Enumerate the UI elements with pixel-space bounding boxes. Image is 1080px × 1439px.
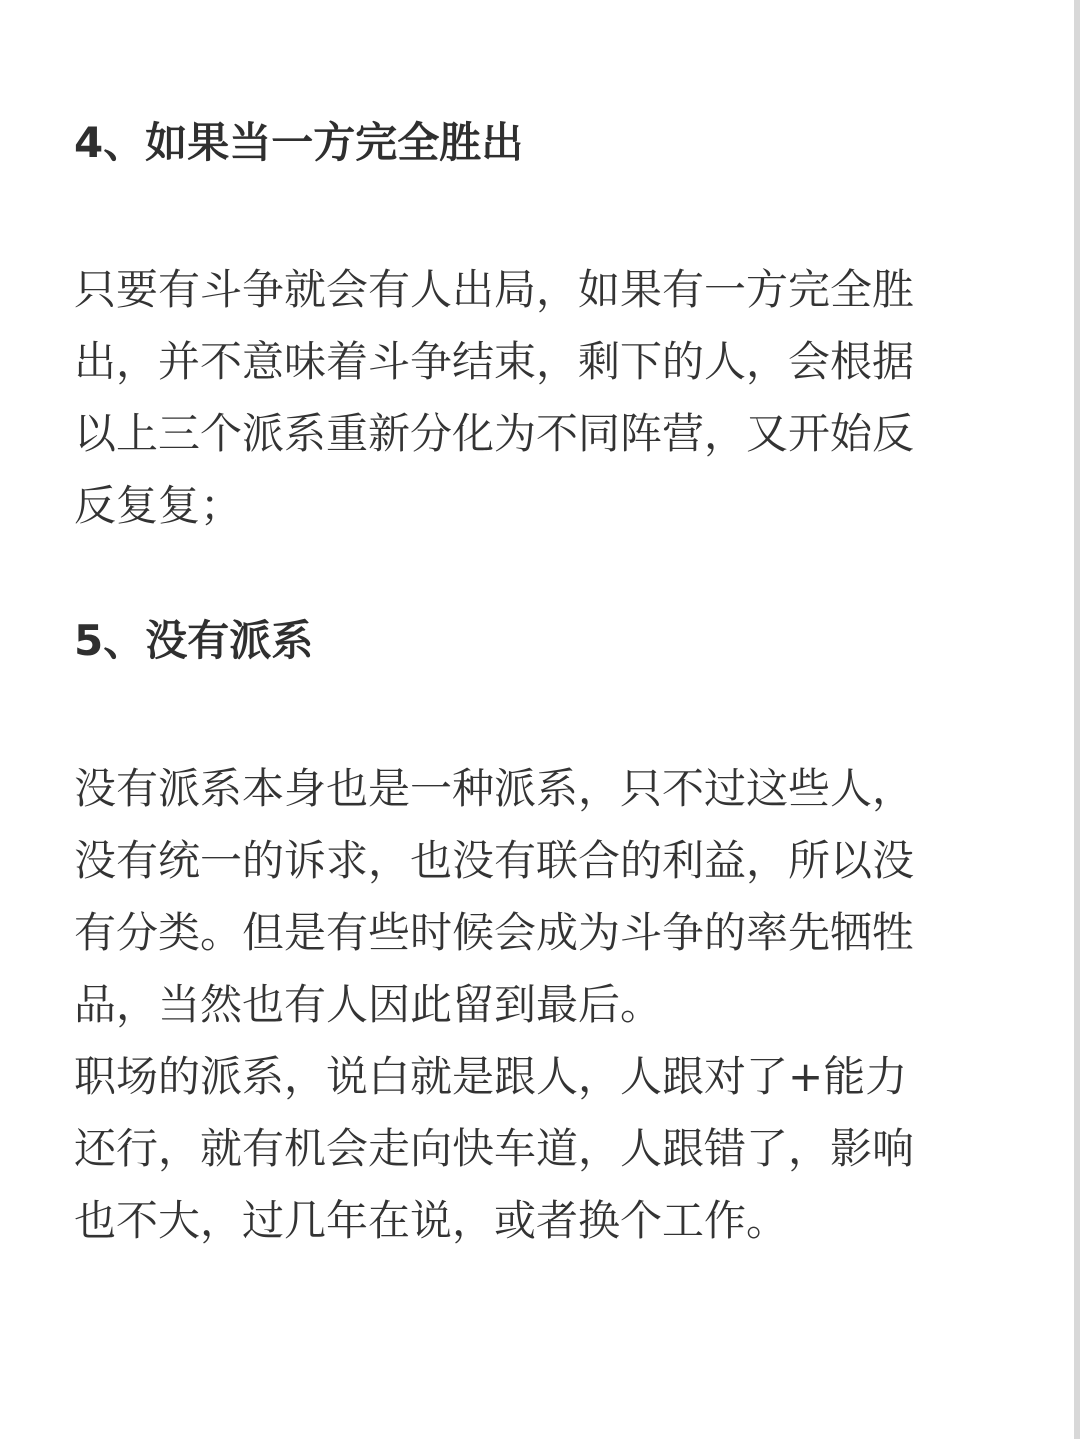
paragraph-line: 还行，就有机会走向快车道，人跟错了，影响 (74, 1124, 915, 1173)
paragraph-line: 没有统一的诉求，也没有联合的利益，所以没 (74, 836, 915, 885)
paragraph-line: 反复复； (74, 481, 243, 530)
section-4-paragraph (74, 254, 1004, 542)
paragraph-line: 也不大，过几年在说，或者换个工作。 (74, 1196, 789, 1245)
paragraph-line: 只要有斗争就会有人出局，如果有一方完全胜 (74, 265, 915, 314)
paragraph-line: 职场的派系，说白就是跟人，人跟对了+能力 (74, 1052, 908, 1101)
paragraph-line: 没有派系本身也是一种派系，只不过这些人， (74, 764, 915, 813)
paragraph-line: 有分类。但是有些时候会成为斗争的率先牺牲 (74, 908, 915, 957)
section-heading-5: 5、没有派系 (74, 616, 314, 665)
paragraph-line: 品，当然也有人因此留到最后。 (74, 980, 663, 1029)
paragraph-line: 以上三个派系重新分化为不同阵营，又开始反 (74, 409, 915, 458)
paragraph-line: 出，并不意味着斗争结束，剩下的人，会根据 (74, 337, 915, 386)
section-5-paragraph (74, 753, 1004, 1257)
section-heading-4: 4、如果当一方完全胜出 (74, 118, 524, 167)
